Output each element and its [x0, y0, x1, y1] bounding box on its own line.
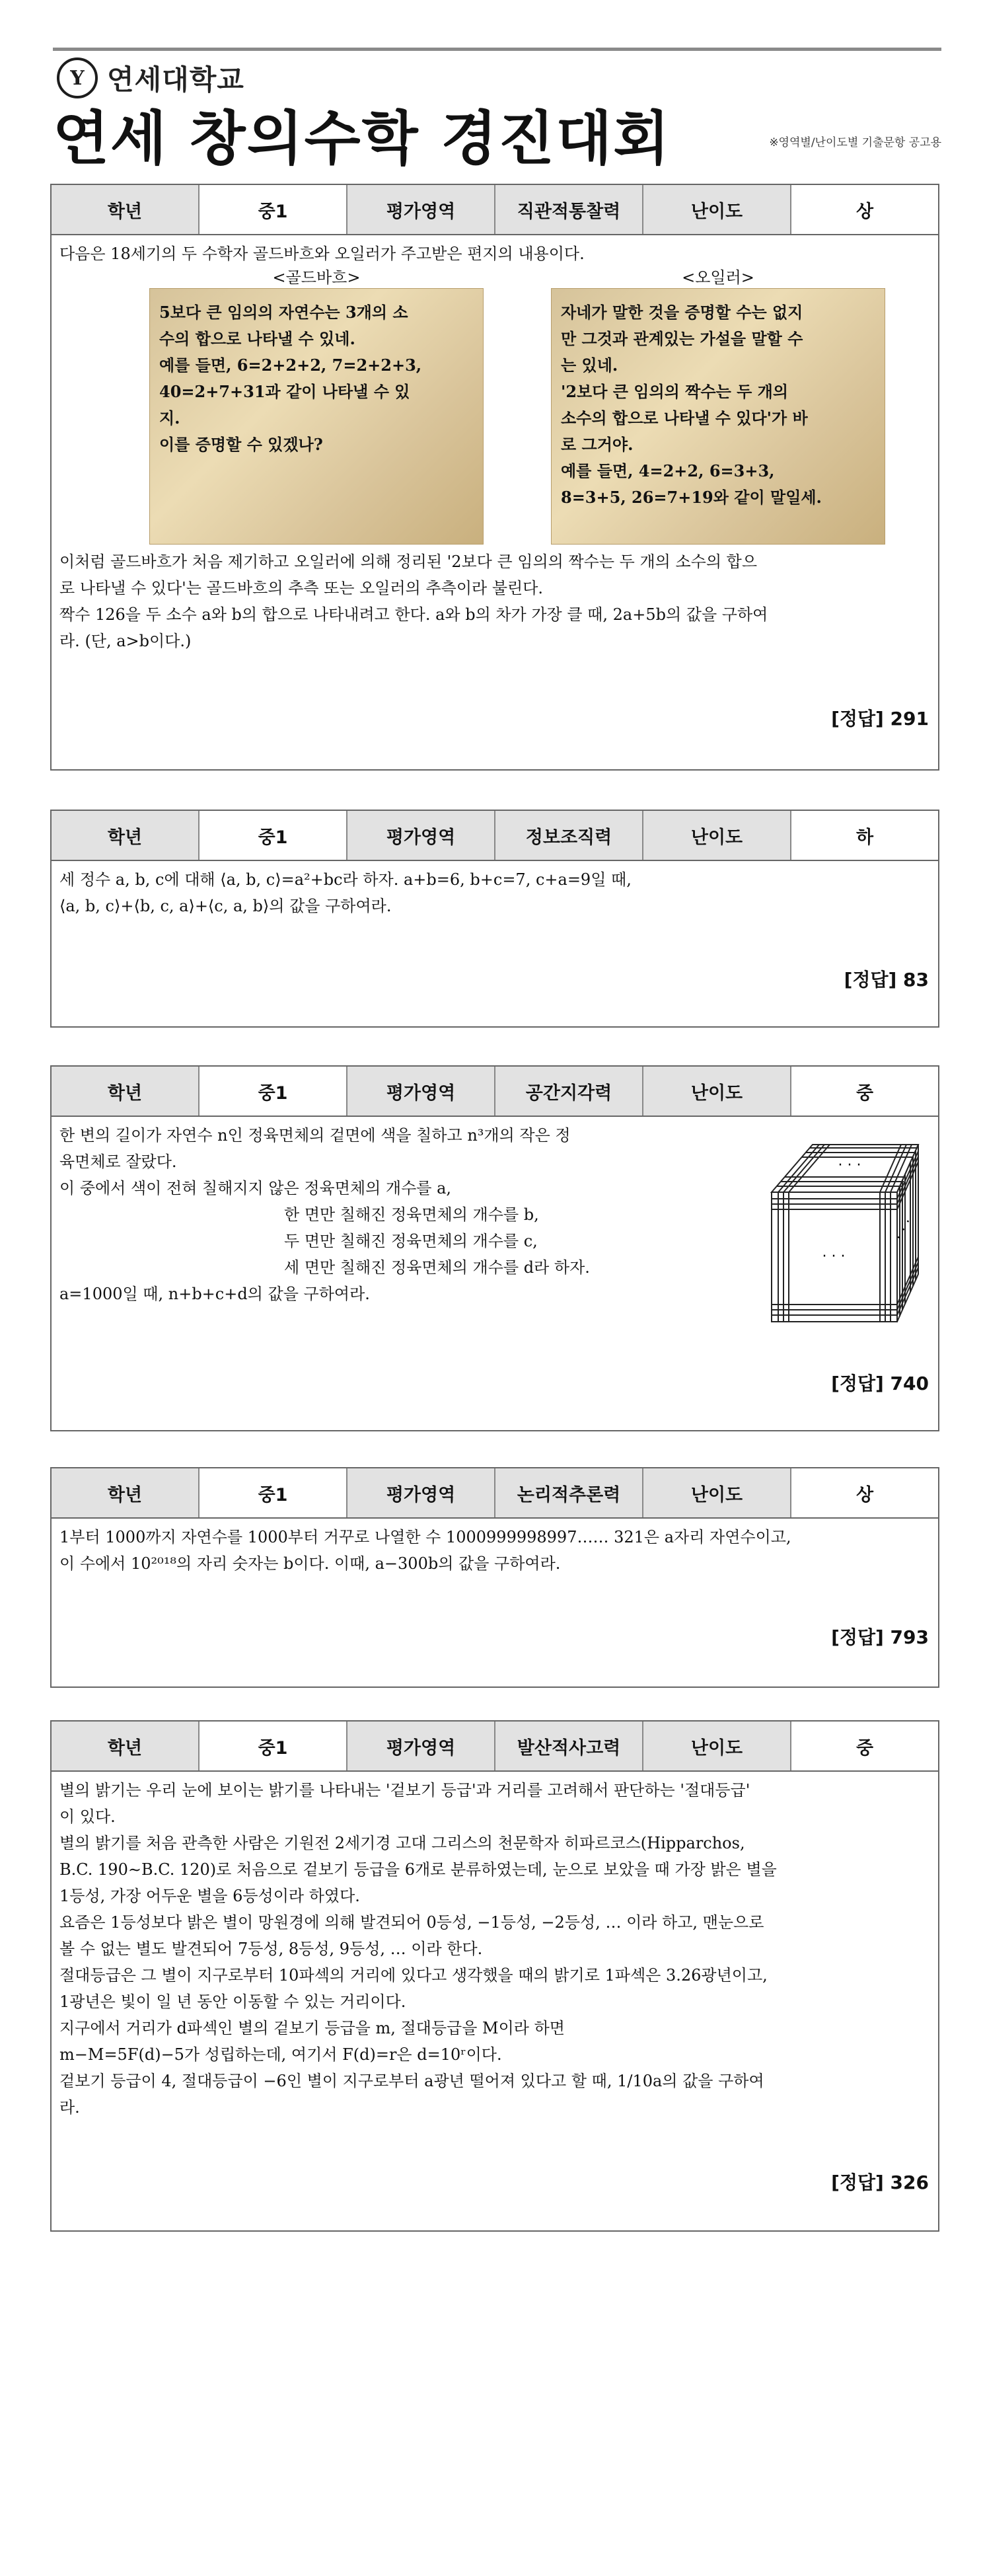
problem-3 [50, 1065, 939, 1431]
text-line: m−M=5F(d)−5가 성립하는데, 여기서 F(d)=r은 d=10ʳ이다. [59, 2045, 502, 2064]
text-line: 이 수에서 10²⁰¹⁸의 자리 숫자는 b이다. 이때, a−300b의 값을 구하여라. [59, 1554, 561, 1573]
text-line: 절대등급은 그 별이 지구로부터 10파섹의 거리에 있다고 생각했을 때의 밝기로 1파섹은 3.26광년이고, [59, 1966, 768, 1985]
problem-header [52, 1722, 938, 1772]
text-line: 세 정수 a, b, c에 대해 ⟨a, b, c⟩=a²+bc라 하자. a+b=6, b+c=7, c+a=9일 때, [59, 870, 632, 889]
text-line: 별의 밝기는 우리 눈에 보이는 밝기를 나타내는 '겉보기 등급'과 거리를 고려해서 판단하는 '절대등급' [59, 1781, 750, 1799]
area-value: 논리적추론력 [495, 1468, 643, 1517]
letter-line: '2보다 큰 임의의 짝수는 두 개의 [561, 382, 789, 401]
difficulty-value: 중 [791, 1722, 938, 1770]
answer: [정답] 793 [831, 1626, 929, 1648]
difficulty-label: 난이도 [643, 1468, 791, 1517]
text-line: 볼 수 없는 별도 발견되어 7등성, 8등성, 9등성, … 이라 한다. [59, 1940, 483, 1958]
grade-value: 중1 [200, 1067, 347, 1116]
difficulty-value: 상 [791, 1468, 938, 1517]
text-line: 육면체로 잘랐다. [59, 1153, 177, 1171]
text-line: 이 있다. [59, 1807, 116, 1826]
grade-label: 학년 [52, 1468, 200, 1517]
problem-body [52, 235, 938, 654]
letter-line: 예를 들면, 4=2+2, 6=3+3, [561, 461, 775, 480]
letters-row [65, 267, 925, 545]
goldbach-letter [149, 267, 484, 545]
letter-line: 지. [159, 408, 180, 428]
letter-line: 만 그것과 관계있는 가설을 말할 수 [561, 329, 803, 348]
problem-body [52, 861, 938, 919]
difficulty-label: 난이도 [643, 1067, 791, 1116]
page-title: 연세 창의수학 경진대회 [53, 104, 671, 172]
text-line: ⟨a, b, c⟩+⟨b, c, a⟩+⟨c, a, b⟩의 값을 구하여라. [59, 897, 392, 915]
difficulty-value: 중 [791, 1067, 938, 1116]
text-line: 1광년은 빛이 일 년 동안 이동할 수 있는 거리이다. [59, 1992, 406, 2011]
letter-line: 40=2+7+31과 같이 나타낼 수 있 [159, 382, 410, 401]
notice-text: ※영역별/난이도별 기출문항 공고용 [769, 136, 941, 149]
problem-body [52, 1772, 938, 2121]
text-line: 짝수 126을 두 소수 a와 b의 합으로 나타내려고 한다. a와 b의 차가 가장 클 때, 2a+5b의 값을 구하여 [59, 605, 768, 624]
difficulty-label: 난이도 [643, 185, 791, 234]
letter-line: 자네가 말한 것을 증명할 수는 없지 [561, 303, 803, 322]
grade-label: 학년 [52, 811, 200, 860]
letter-caption: <오일러> [682, 268, 754, 287]
text-line: a=1000일 때, n+b+c+d의 값을 구하여라. [59, 1285, 370, 1303]
text-line: 1등성, 가장 어두운 별을 6등성이라 하였다. [59, 1887, 360, 1905]
area-label: 평가영역 [347, 1722, 495, 1770]
letter-line: 5보다 큰 임의의 자연수는 3개의 소 [159, 303, 408, 322]
grade-value: 중1 [200, 1722, 347, 1770]
grade-label: 학년 [52, 1067, 200, 1116]
letter-line: 예를 들면, 6=2+2+2, 7=2+2+3, [159, 356, 422, 375]
text-line: B.C. 190∼B.C. 120)로 처음으로 겉보기 등급을 6개로 분류하였는데, 눈으로 보았을 때 가장 밝은 별을 [59, 1860, 777, 1879]
letter-line: 8=3+5, 26=7+19와 같이 말일세. [561, 488, 822, 507]
problem-header [52, 1468, 938, 1519]
grade-label: 학년 [52, 1722, 200, 1770]
answer: [정답] 291 [831, 708, 929, 730]
text-line: 1부터 1000까지 자연수를 1000부터 거꾸로 나열한 수 1000999998997…… 321은 a자리 자연수이고, [59, 1528, 791, 1546]
university-seal-icon: Y [57, 57, 98, 98]
cube-diagram [765, 1126, 924, 1338]
problem-2 [50, 810, 939, 1028]
text-line: 두 면만 칠해진 정육면체의 개수를 c, [284, 1232, 538, 1250]
letter-paper [149, 288, 484, 545]
text-line: 요즘은 1등성보다 밝은 별이 망원경에 의해 발견되어 0등성, −1등성, −2등성, … 이라 하고, 맨눈으로 [59, 1913, 764, 1932]
problem-header [52, 811, 938, 861]
text-line: 이 중에서 색이 전혀 칠해지지 않은 정육면체의 개수를 a, [59, 1179, 452, 1197]
area-value: 정보조직력 [495, 811, 643, 860]
difficulty-value: 상 [791, 185, 938, 234]
area-label: 평가영역 [347, 1468, 495, 1517]
text-line: 겉보기 등급이 4, 절대등급이 −6인 별이 지구로부터 a광년 떨어져 있다고 할 때, 1/10a의 값을 구하여 [59, 2072, 764, 2090]
answer: [정답] 326 [831, 2172, 929, 2193]
problem-text [59, 549, 930, 654]
university-name: 연세대학교 [107, 63, 244, 96]
university-logo [57, 56, 244, 100]
top-rule [53, 48, 941, 51]
letter-caption: <골드바흐> [272, 268, 361, 287]
letter-line: 소수의 합으로 나타낼 수 있다'가 바 [561, 408, 808, 428]
area-value: 직관적통찰력 [495, 185, 643, 234]
text-line: 세 면만 칠해진 정육면체의 개수를 d라 하자. [284, 1258, 590, 1277]
problem-header [52, 185, 938, 235]
text-line: 한 변의 길이가 자연수 n인 정육면체의 겉면에 색을 칠하고 n³개의 작은 정 [59, 1126, 571, 1145]
cube-side-dots: · · · [891, 1215, 917, 1244]
grade-value: 중1 [200, 1468, 347, 1517]
cube-front-dots: · · · [822, 1248, 846, 1265]
cube-top-dots: · · · [838, 1157, 861, 1174]
grade-value: 중1 [200, 185, 347, 234]
text-line: 별의 밝기를 처음 관측한 사람은 기원전 2세기경 고대 그리스의 천문학자 히파르코스(Hipparchos, [59, 1834, 745, 1852]
text-line: 한 면만 칠해진 정육면체의 개수를 b, [284, 1205, 539, 1224]
difficulty-label: 난이도 [643, 811, 791, 860]
problem-4 [50, 1467, 939, 1688]
difficulty-label: 난이도 [643, 1722, 791, 1770]
area-value: 발산적사고력 [495, 1722, 643, 1770]
letter-line: 이를 증명할 수 있겠나? [159, 435, 323, 454]
problem-1 [50, 184, 939, 771]
problem-body [52, 1519, 938, 1577]
letter-line: 수의 합으로 나타낼 수 있네. [159, 329, 355, 348]
problem-5 [50, 1720, 939, 2232]
problem-header [52, 1067, 938, 1117]
letter-line: 는 있네. [561, 356, 618, 375]
area-label: 평가영역 [347, 185, 495, 234]
grade-value: 중1 [200, 811, 347, 860]
grade-label: 학년 [52, 185, 200, 234]
problem-intro: 다음은 18세기의 두 수학자 골드바흐와 오일러가 주고받은 편지의 내용이다. [59, 245, 585, 263]
text-line: 지구에서 거리가 d파섹인 별의 겉보기 등급을 m, 절대등급을 M이라 하면 [59, 2019, 565, 2037]
answer: [정답] 740 [831, 1373, 929, 1394]
letter-line: 로 그거야. [561, 435, 634, 454]
text-line: 라. (단, a>b이다.) [59, 632, 192, 650]
text-line: 로 나타낼 수 있다'는 골드바흐의 추측 또는 오일러의 추측이라 불린다. [59, 579, 544, 597]
area-value: 공간지각력 [495, 1067, 643, 1116]
text-line: 이처럼 골드바흐가 처음 제기하고 오일러에 의해 정리된 '2보다 큰 임의의 짝수는 두 개의 소수의 합으 [59, 552, 758, 571]
letter-paper [551, 288, 885, 545]
area-label: 평가영역 [347, 811, 495, 860]
answer: [정답] 83 [844, 969, 929, 991]
difficulty-value: 하 [791, 811, 938, 860]
euler-letter [551, 267, 885, 545]
area-label: 평가영역 [347, 1067, 495, 1116]
text-line: 라. [59, 2098, 80, 2117]
